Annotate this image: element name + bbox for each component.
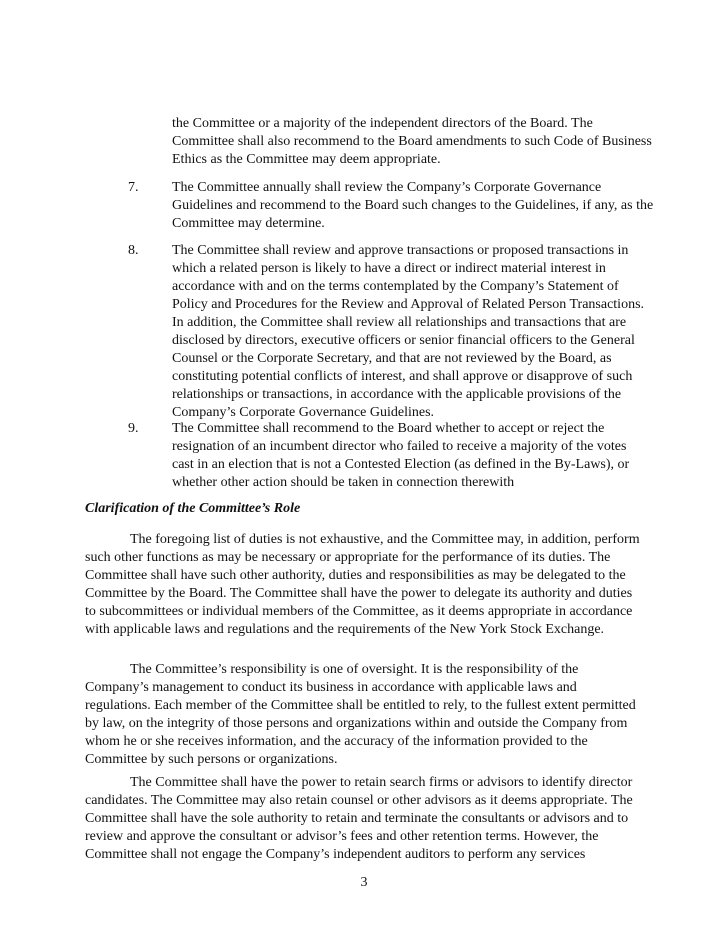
- list-item-continuation: [172, 115, 652, 169]
- page-number: 3: [360, 875, 368, 890]
- section-heading: Clarification of the Committee’s Role: [85, 501, 301, 516]
- list-item-text: The Committee annually shall review the Company’s Corporate Governance Guidelines and recommend to the Board such changes to the Guidelines, if any, as the Committee may determine.: [172, 180, 654, 231]
- list-item-text: the Committee or a majority of the independent directors of the Board. The Committee shall also recommend to the Board amendments to such Code of Business Ethics as the Committee may deem appropriate.: [172, 116, 652, 167]
- list-item-number: 9.: [128, 421, 139, 436]
- list-item-number: 8.: [128, 243, 139, 258]
- list-item-number: 7.: [128, 180, 139, 195]
- body-paragraph: The Committee shall have the power to retain search firms or advisors to identify director candidates. The Committee may also retain counsel or other advisors as it deems appropriate. The Committee shall have the sole authority to retain and terminate the consultants or advisors and to review and approve the consultant or advisor’s fees and other retention terms. However, the Committee shall not engage the Company’s independent auditors to perform any services: [85, 775, 633, 862]
- list-item-text: The Committee shall review and approve transactions or proposed transactions in which a related person is likely to have a direct or indirect material interest in accordance with and on the terms contemplated by the Company’s Statement of Policy and Procedures for the Review and Approval of Related Person Transactions. In addition, the Committee shall review all relationships and transactions that are disclosed by directors, executive officers or senior financial officers to the General Counsel or the Corporate Secretary, and that are not reviewed by the Board, as constituting potential conflicts of interest, and shall approve or disapprove of such relationships or transactions, in accordance with the applicable provisions of the Company’s Corporate Governance Guidelines.: [172, 243, 645, 420]
- body-paragraph: The foregoing list of duties is not exhaustive, and the Committee may, in addition, perform such other functions as may be necessary or appropriate for the performance of its duties. The Committee shall have such other authority, duties and responsibilities as may be delegated to the Committee by the Board. The Committee shall have the power to delegate its authority and duties to subcommittees or individual members of the Committee, as it deems appropriate in accordance with applicable laws and regulations and the requirements of the New York Stock Exchange.: [85, 532, 640, 637]
- list-item: [172, 179, 654, 233]
- list-item: [172, 420, 648, 492]
- list-item: [172, 242, 648, 422]
- list-item-text: The Committee shall recommend to the Board whether to accept or reject the resignation of an incumbent director who failed to receive a majority of the votes cast in an election that is not a Contested Election (as defined in the By-Laws), or whether other action should be taken in connection therewith: [172, 421, 630, 490]
- body-paragraph: The Committee’s responsibility is one of oversight. It is the responsibility of the Company’s management to conduct its business in accordance with applicable laws and regulations. Each member of the Committee shall be entitled to rely, to the fullest extent permitted by law, on the integrity of those persons and organizations within and outside the Company from whom he or she receives information, and the accuracy of the information provided to the Committee by such persons or organizations.: [85, 662, 636, 767]
